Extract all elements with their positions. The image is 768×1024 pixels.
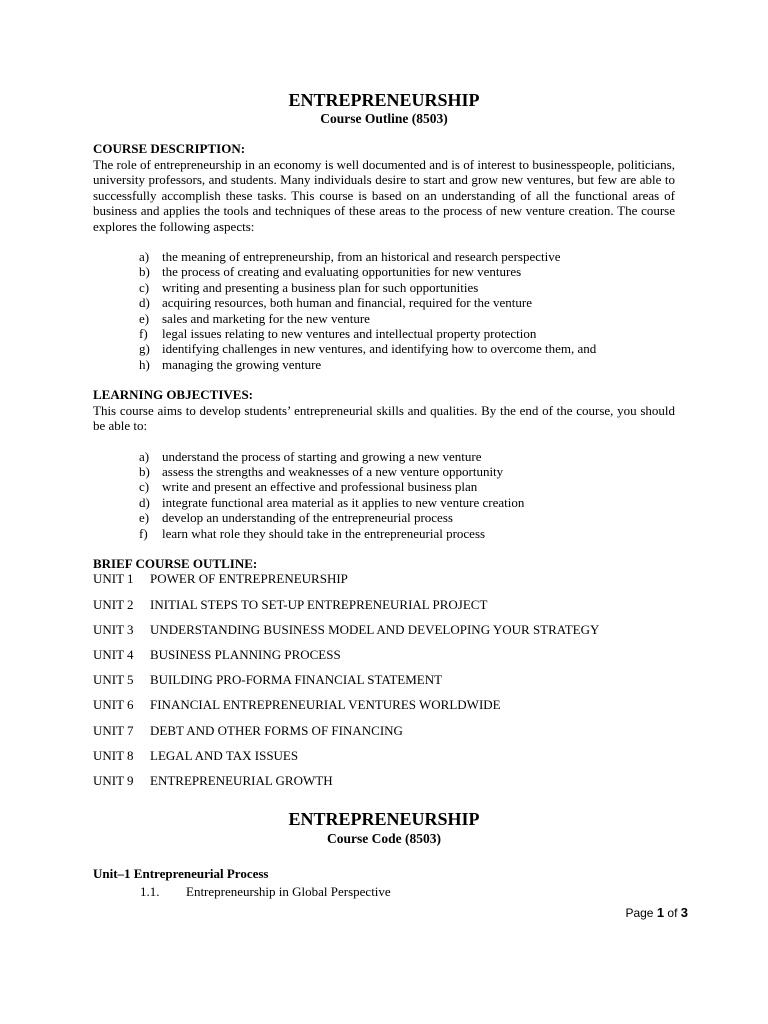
list-item — [139, 464, 675, 479]
list-item — [139, 479, 675, 494]
list-item-text: write and present an effective and professional business plan — [162, 479, 478, 495]
unit-name: BUILDING PRO-FORMA FINANCIAL STATEMENT — [150, 672, 443, 688]
unit-name: LEGAL AND TAX ISSUES — [150, 747, 299, 763]
list-item-text: writing and presenting a business plan for such opportunities — [162, 279, 479, 295]
second-title: ENTREPRENEURSHIP — [288, 809, 480, 829]
list-item — [139, 341, 675, 356]
unit-row — [93, 647, 675, 672]
unit-name: BUSINESS PLANNING PROCESS — [150, 647, 341, 663]
list-item-label: d) — [139, 494, 150, 510]
list-item-text: managing the growing venture — [162, 356, 322, 372]
list-item-text: assess the strengths and weaknesses of a new venture opportunity — [162, 464, 504, 480]
list-item — [139, 510, 675, 525]
list-item-label: e) — [139, 310, 150, 326]
list-item-text: understand the process of starting and growing a new venture — [162, 448, 482, 464]
unit-number: UNIT 3 — [93, 621, 134, 637]
list-item-text: learn what role they should take in the entrepreneurial process — [162, 525, 486, 541]
unit-number: UNIT 8 — [93, 747, 134, 763]
total-pages-number: 3 — [680, 905, 688, 920]
unit-list — [93, 571, 675, 798]
list-item — [139, 280, 675, 295]
list-item — [139, 249, 675, 264]
list-item — [139, 311, 675, 326]
current-page-number: 1 — [656, 905, 665, 920]
list-item-label: a) — [139, 249, 150, 264]
unit-row — [93, 697, 675, 722]
brief-outline-section — [93, 556, 675, 798]
unit-row — [93, 723, 675, 748]
course-code-subtitle: Course Code (8503) — [327, 831, 441, 846]
list-item-label: b) — [139, 264, 150, 280]
list-item-label: f) — [139, 325, 148, 341]
document-body — [93, 141, 675, 798]
list-item-text: the process of creating and evaluating opportunities for new ventures — [162, 264, 522, 280]
aspects-list — [93, 249, 675, 372]
list-item-text: sales and marketing for the new venture — [162, 310, 370, 326]
unit1-heading: Unit–1 Entrepreneurial Process — [93, 866, 269, 881]
of-word: of — [667, 906, 678, 920]
list-item — [139, 526, 675, 541]
unit-name: ENTREPRENEURIAL GROWTH — [150, 772, 333, 788]
unit-number: UNIT 4 — [93, 647, 134, 663]
unit-name: UNDERSTANDING BUSINESS MODEL AND DEVELOPING YOUR STRATEGY — [150, 621, 600, 637]
learning-objectives-section — [93, 387, 675, 541]
unit-name: POWER OF ENTREPRENEURSHIP — [150, 571, 348, 587]
unit-number: UNIT 9 — [93, 772, 134, 788]
list-item-label: c) — [139, 479, 150, 495]
list-item-text: integrate functional area material as it applies to new venture creation — [162, 494, 525, 510]
list-item-text: the meaning of entrepreneurship, from an historical and research perspective — [162, 249, 561, 264]
list-item-label: g) — [139, 341, 150, 357]
unit-name: INITIAL STEPS TO SET-UP ENTREPRENEURIAL PROJECT — [150, 596, 488, 612]
learning-objectives-heading: LEARNING OBJECTIVES: — [93, 387, 254, 403]
unit-row — [93, 773, 675, 798]
page-word: Page — [625, 906, 654, 920]
unit1-subitem — [140, 884, 391, 900]
unit-row — [93, 672, 675, 697]
subitem-number: 1.1. — [140, 884, 160, 899]
list-item-text: acquiring resources, both human and financial, required for the venture — [162, 295, 532, 311]
list-item-label: e) — [139, 510, 150, 526]
unit-number: UNIT 7 — [93, 722, 134, 738]
document-subtitle: Course Outline (8503) — [320, 111, 448, 126]
list-item-label: h) — [139, 356, 150, 372]
list-item-label: f) — [139, 525, 148, 541]
unit-name: FINANCIAL ENTREPRENEURIAL VENTURES WORLDWIDE — [150, 697, 501, 713]
unit-number: UNIT 5 — [93, 672, 134, 688]
objectives-list — [93, 449, 675, 541]
list-item-text: identifying challenges in new ventures, and identifying how to overcome them, and — [162, 341, 597, 357]
list-item — [139, 357, 675, 372]
list-item-label: a) — [139, 448, 150, 464]
unit-row — [93, 622, 675, 647]
list-item-label: c) — [139, 279, 150, 295]
unit-number: UNIT 2 — [93, 596, 134, 612]
list-item — [139, 326, 675, 341]
unit-row — [93, 748, 675, 773]
learning-objectives-text: This course aims to develop students’ entrepreneurial skills and qualities. By the end of the course, you should be able to: — [93, 402, 675, 434]
unit-name: DEBT AND OTHER FORMS OF FINANCING — [150, 722, 403, 738]
unit-number: UNIT 6 — [93, 697, 134, 713]
list-item-label: d) — [139, 295, 150, 311]
brief-outline-heading: BRIEF COURSE OUTLINE: — [93, 555, 258, 571]
list-item — [139, 449, 675, 464]
page-number-footer — [625, 905, 688, 920]
course-description-text: The role of entrepreneurship in an economy is well documented and is of interest to businesspeople, politicians, university professors, and students. Many individuals desire to start and grow new ventures, but few are able to successfully accomplish these tasks. This course is based on an understanding of all the functional areas of business and applies the tools and techniques of these areas to the process of new venture creation. The course explores the following aspects: — [93, 156, 675, 234]
list-item — [139, 495, 675, 510]
unit-number: UNIT 1 — [93, 571, 134, 587]
unit-row — [93, 597, 675, 622]
course-description-heading: COURSE DESCRIPTION: — [93, 141, 246, 156]
list-item-text: develop an understanding of the entrepreneurial process — [162, 510, 453, 526]
document-title: ENTREPRENEURSHIP — [288, 90, 480, 110]
list-item-text: legal issues relating to new ventures and intellectual property protection — [162, 325, 537, 341]
list-item — [139, 295, 675, 310]
subitem-text: Entrepreneurship in Global Perspective — [186, 884, 391, 899]
list-item-label: b) — [139, 464, 150, 480]
list-item — [139, 264, 675, 279]
unit-row — [93, 571, 675, 596]
